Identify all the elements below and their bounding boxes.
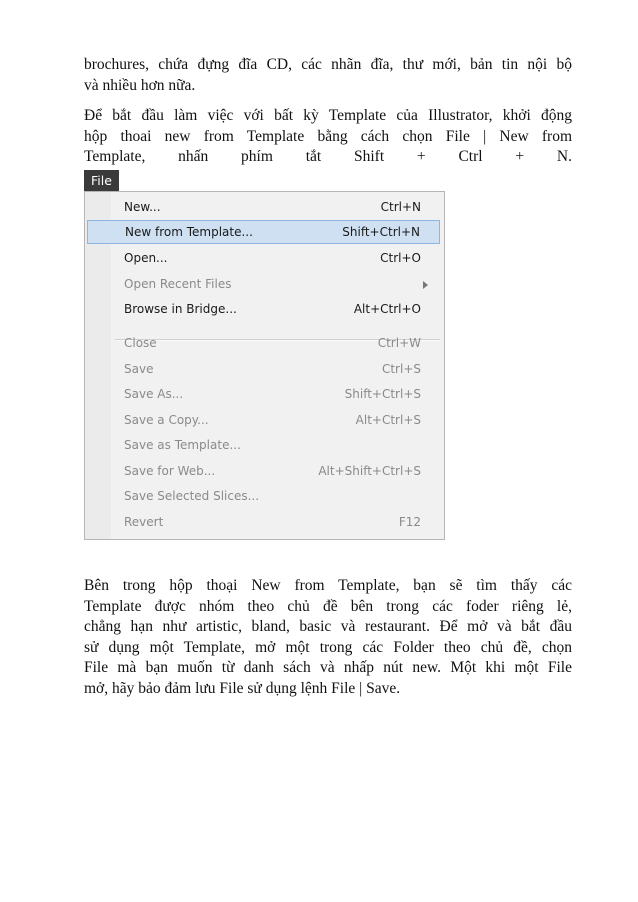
menu-item-label: Open... [124,251,168,265]
text-line: File mà bạn muốn từ danh sách và nhấp nút new. Một khi một File [84,659,572,676]
file-menu-tab[interactable]: File [84,170,119,191]
menu-item-label: Save [124,362,154,376]
menu-item-label: New from Template... [125,225,253,239]
file-menu-dropdown [84,191,445,540]
text-line: sử dụng một Template, mở một trong các Folder theo chủ đề, chọn [84,638,572,656]
text-line: mở, hãy bảo đảm lưu File sử dụng lệnh File | Save. [84,679,401,697]
menu-item-browse-in-bridge[interactable] [87,297,440,321]
menu-item-shortcut: Shift+Ctrl+N [342,225,420,239]
menu-item-label: Close [124,336,157,350]
menu-item-label: Save a Copy... [124,413,209,427]
menu-item-save-a-copy[interactable] [87,408,440,432]
menu-item-open[interactable] [87,246,440,270]
menu-item-close[interactable] [87,331,440,355]
text-line: hộp thoai new from Template bằng cách chọn File | New from [84,127,572,145]
menu-item-label: Save As... [124,387,184,401]
paragraph-open-template [84,106,572,168]
text-line: và nhiều hơn nữa. [84,76,196,94]
paragraph-template-dialog [84,576,572,699]
text-line: brochures, chứa đựng đĩa CD, các nhãn đĩa, thư mới, bản tin nội bộ [84,56,572,73]
menu-item-shortcut: Ctrl+O [380,251,421,265]
menu-item-label: Open Recent Files [124,277,232,291]
submenu-arrow-icon [423,281,428,289]
text-line: Template, nhấn phím tắt Shift + Ctrl + N. [84,148,572,165]
menu-item-label: Save as Template... [124,438,241,452]
menu-item-shortcut: Alt+Ctrl+S [355,413,421,427]
menu-item-new-from-template[interactable] [87,220,440,244]
menu-item-open-recent-files[interactable] [87,272,440,296]
menu-item-save-as[interactable] [87,382,440,406]
menu-item-shortcut: Alt+Shift+Ctrl+S [318,464,421,478]
menu-item-revert[interactable] [87,510,440,534]
menu-item-save-for-web[interactable] [87,459,440,483]
menu-item-label: New... [124,200,161,214]
menu-item-save-as-template[interactable] [87,433,440,457]
menu-item-label: Save Selected Slices... [124,489,260,503]
menu-item-shortcut: Alt+Ctrl+O [353,302,421,316]
text-line: chẳng hạn như artistic, bland, basic và restaurant. Để mở và bắt đầu [84,618,572,635]
menu-item-shortcut: Ctrl+S [381,362,421,376]
menu-item-label: Save for Web... [124,464,216,478]
text-line: Template được nhóm theo chủ đề bên trong các foder riêng lẻ, [84,597,572,615]
file-menu-screenshot [84,170,445,540]
menu-item-shortcut: Shift+Ctrl+S [344,387,421,401]
text-line: Bên trong hộp thoại New from Template, bạn sẽ tìm thấy các [84,577,572,594]
menu-item-save[interactable] [87,357,440,381]
menu-item-shortcut: F12 [398,515,421,529]
menu-item-shortcut: Ctrl+W [377,336,421,350]
text-line: Để bắt đầu làm việc với bất kỳ Template của Illustrator, khởi động [84,107,572,124]
menu-item-label: Browse in Bridge... [124,302,237,316]
menu-item-label: Revert [124,515,164,529]
menu-item-save-selected-slices[interactable] [87,484,440,508]
menu-item-shortcut: Ctrl+N [380,200,421,214]
menu-item-new[interactable] [87,195,440,219]
paragraph-intro [84,55,572,96]
